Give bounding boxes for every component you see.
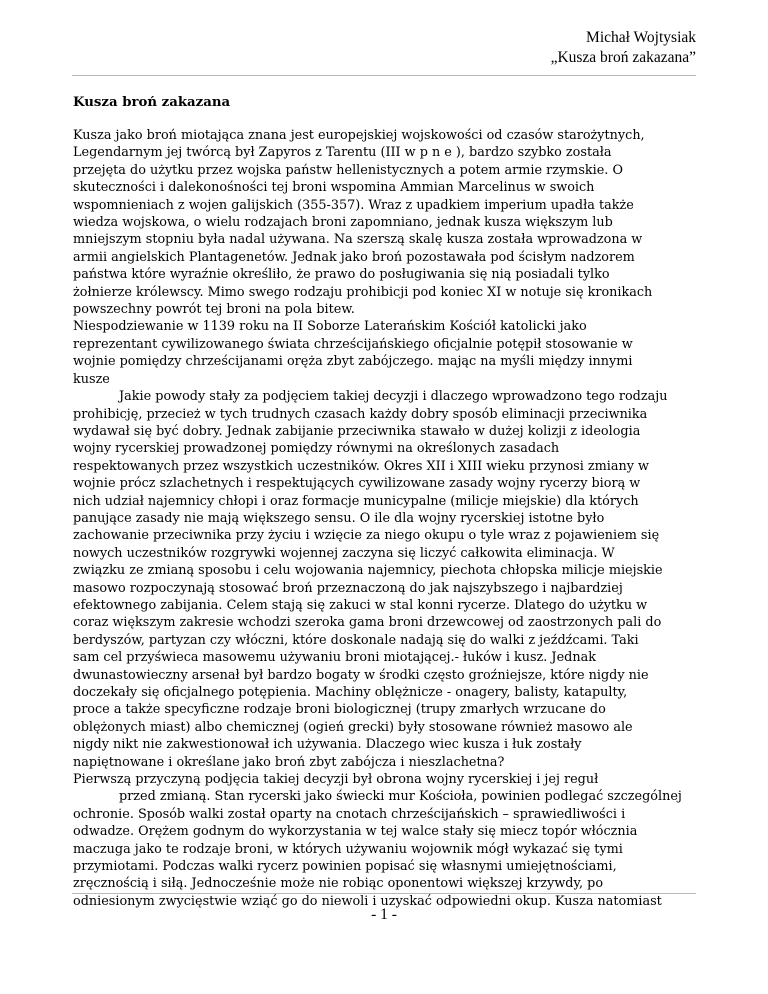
body-line: panujące zasady nie mają większego sensu. O ile dla wojny rycerskiej istotne było bbox=[73, 510, 605, 526]
body-line: wspomnieniach z wojen galijskich (355-357). Wraz z upadkiem imperium upadła także bbox=[73, 197, 634, 213]
header-divider bbox=[72, 75, 696, 76]
body-line: przed zmianą. Stan rycerski jako świecki mur Kościoła, powinien podlegać szczególnej bbox=[119, 789, 682, 805]
body-line: powszechny powrót tej broni na pola bitew. bbox=[73, 302, 355, 318]
body-line: Kusza jako broń miotająca znana jest europejskiej wojskowości od czasów starożytnych, bbox=[73, 128, 645, 143]
body-line: żołnierze królewscy. Mimo swego rodzaju prohibicji pod koniec XI w notuje się kronikach bbox=[73, 284, 653, 300]
body-line: berdyszów, partyzan czy włóczni, które doskonale nadają się do walki z jeźdźcami. Taki bbox=[73, 632, 639, 648]
body-line: wydawał się być dobry. Jednak zabijanie przeciwnika stawało w dużej kolizji z ideologia bbox=[73, 423, 641, 439]
body-line: napiętnowane i określane jako broń zbyt zabójcza i nieszlachetna? bbox=[73, 754, 505, 770]
body-line: wojny rycerskiej prowadzonej pomiędzy równymi na określonych zasadach bbox=[73, 441, 560, 457]
body-line: efektownego zabijania. Celem stają się zakuci w stal konni rycerze. Dlatego do użytku w bbox=[73, 597, 648, 613]
body-line: przymiotami. Podczas walki rycerz powinien popisać się własnymi umiejętnościami, bbox=[73, 859, 617, 875]
body-line: zręcznością i siłą. Jednocześnie może nie robiąc oponentowi większej krzywdy, po bbox=[73, 876, 604, 892]
document-title: Kusza broń zakazana bbox=[73, 95, 231, 110]
body-line: Pierwszą przyczyną podjęcia takiej decyzji był obrona wojny rycerskiej i jej reguł bbox=[73, 772, 599, 788]
body-line: odniesionym zwycięstwie wziąć go do niewoli i uzyskać odpowiedni okup. Kusza natomiast bbox=[73, 893, 662, 909]
body-line: sam cel przyświeca masowemu używaniu broni miotającej.- łuków i kusz. Jednak bbox=[73, 650, 596, 666]
body-line: masowo rozpoczynają stosować broń przeznaczoną do jak najszybszego i najbardziej bbox=[73, 580, 623, 596]
body-line: armii angielskich Plantagenetów. Jednak jako broń pozostawała pod ścisłym nadzorem bbox=[73, 249, 635, 265]
body-line: coraz większym zakresie wchodzi szeroka gama broni drzewcowej od zaostrzonych pali do bbox=[73, 615, 662, 631]
page-number: - 1 - bbox=[371, 906, 397, 923]
body-line: nigdy nikt nie zakwestionował ich używania. Dlaczego wiec kusza i łuk zostały bbox=[73, 737, 582, 753]
body-line: mniejszym stopniu była nadal używana. Na szerszą skalę kusza została wprowadzona w bbox=[73, 232, 643, 248]
footer-divider bbox=[72, 893, 696, 894]
body-line: maczuga jako te rodzaje broni, w których używaniu wojownik mógł wykazać się tymi bbox=[73, 841, 623, 857]
body-line: wojnie prócz szlachetnych i respektujących cywilizowane zasady wojny rycerzy biorą w bbox=[73, 476, 641, 492]
body-line: nowych uczestników rozgrywki wojennej zaczyna się liczyć całkowita eliminacja. W bbox=[73, 545, 615, 561]
body-line: nich udział najemnicy chłopi i oraz formacje municypalne (milicje miejskie) dla których bbox=[73, 493, 639, 509]
body-line: skuteczności i dalekonośności tej broni wspomina Ammian Marcelinus w swoich bbox=[73, 180, 595, 196]
body-line: przejęta do użytku przez wojska państw hellenistycznych a potem armie rzymskie. O bbox=[73, 162, 623, 178]
body-line: państwa które wyraźnie określiło, że prawo do posługiwania się nią posiadali tylko bbox=[73, 267, 610, 283]
body-line: ochronie. Sposób walki został oparty na cnotach chrześcijańskich – sprawiedliwości i bbox=[73, 806, 626, 822]
body-line: reprezentant cywilizowanego świata chrześcijańskiego oficjalnie potępił stosowanie w bbox=[73, 336, 633, 352]
body-line: respektowanych przez wszystkich uczestników. Okres XII i XIII wieku przynosi zmiany w bbox=[73, 458, 650, 474]
body-line: wojnie pomiędzy chrześcijanami oręża zbyt zabójczego. mając na myśli między innymi bbox=[73, 354, 633, 370]
body-line: odwadze. Orężem godnym do wykorzystania w tej walce stały się miecz topór włócznia bbox=[73, 824, 638, 840]
body-line: prohibicję, przecież w tych trudnych czasach każdy dobry sposób eliminacji przeciwnika bbox=[73, 406, 648, 422]
header-doc-title: „Kusza broń zakazana” bbox=[550, 49, 696, 66]
body-line: związku ze zmianą sposobu i celu wojowania najemnicy, piechota chłopska milicje miejskie bbox=[73, 563, 663, 579]
document-body bbox=[73, 127, 713, 910]
page-header bbox=[72, 28, 696, 68]
header-author: Michał Wojtysiak bbox=[586, 29, 696, 46]
body-line: zachowanie przeciwnika przy życiu i wzięcie za niego okupu o tyle wraz z pojawieniem się bbox=[73, 528, 660, 544]
body-line: oblężonych miast) albo chemicznej (ogień grecki) były stosowane również masowo ale bbox=[73, 719, 633, 735]
body-line: dwunastowieczny arsenał był bardzo bogaty w środki często groźniejsze, które nigdy nie bbox=[73, 667, 649, 683]
body-line: wiedza wojskowa, o wielu rodzajach broni zapomniano, jednak kusza większym lub bbox=[73, 215, 613, 231]
body-line: Jakie powody stały za podjęciem takiej decyzji i dlaczego wprowadzono tego rodzaju bbox=[119, 389, 668, 405]
body-line: kusze bbox=[73, 371, 110, 387]
body-line: proce a także specyficzne rodzaje broni biologicznej (trupy zmarłych wrzucane do bbox=[73, 702, 606, 718]
body-line: Legendarnym jej twórcą był Zapyros z Tarentu (III w p n e ), bardzo szybko została bbox=[73, 145, 612, 161]
body-line: doczekały się oficjalnego potępienia. Machiny oblężnicze - onagery, balisty, katapulty, bbox=[73, 685, 628, 700]
body-line: Niespodziewanie w 1139 roku na II Soborze Laterańskim Kościół katolicki jako bbox=[73, 319, 587, 335]
